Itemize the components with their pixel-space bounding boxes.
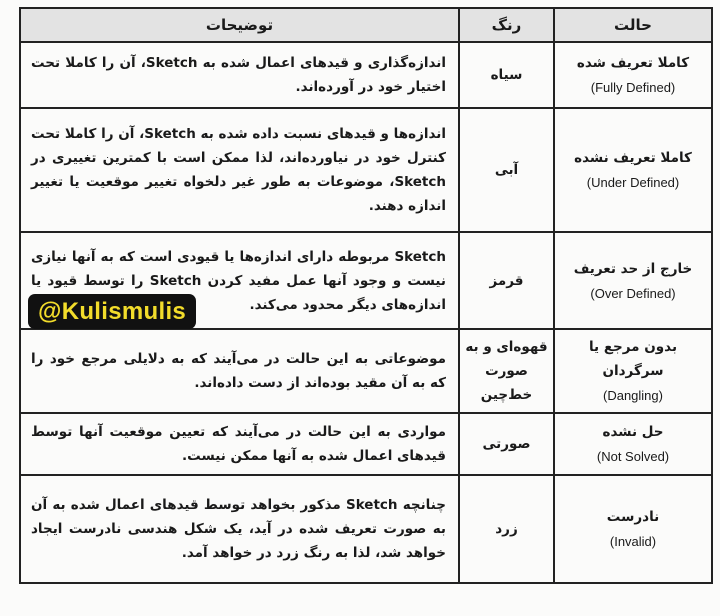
description-cell: اندازه‌گذاری و قیدهای اعمال شده به Sketch، آن را کاملا تحت اختیار خود در آورده‌اند.	[20, 42, 459, 108]
state-cell	[554, 232, 712, 329]
color-cell: زرد	[459, 475, 554, 583]
state-name-fa: کاملا تعریف نشده	[574, 150, 692, 166]
description-cell: Sketch مربوطه دارای اندازه‌ها یا قیودی است که به آنها نیازی نیست و وجود آنها عمل مفید کردن Sketch را توسط قیود یا اندازه‌های دیگر محدود می‌کند.	[20, 232, 459, 329]
state-cell	[554, 413, 712, 475]
state-cell	[554, 329, 712, 413]
header-description: توضیحات	[20, 8, 459, 42]
state-name-en: (Invalid)	[609, 534, 657, 549]
table-row	[20, 42, 712, 108]
state-name-fa: حل نشده	[602, 424, 664, 440]
header-color: رنگ	[459, 8, 554, 42]
watermark-label: @Kulismulis	[28, 294, 196, 329]
state-name-fa: بدون مرجع یا سرگردان	[588, 339, 678, 379]
header-state: حالت	[554, 8, 712, 42]
table-row	[20, 329, 712, 413]
color-cell: قرمز	[459, 232, 554, 329]
table-row	[20, 475, 712, 583]
state-cell	[554, 108, 712, 232]
state-name-en: (Fully Defined)	[590, 80, 676, 95]
table-row	[20, 413, 712, 475]
description-cell: چنانچه Sketch مذکور بخواهد توسط قیدهای اعمال شده به آن به صورت تعریف شده در آید، یک شکل هندسی نادرست ایجاد خواهد شد، لذا به رنگ زرد در خواهد آمد.	[20, 475, 459, 583]
state-name-en: (Not Solved)	[596, 449, 670, 464]
state-name-fa: نادرست	[606, 509, 660, 525]
description-cell: مواردی به این حالت در می‌آیند که تعیین موقعیت آنها توسط قیدهای اعمال شده به آنها ممکن نیست.	[20, 413, 459, 475]
description-cell: اندازه‌ها و قیدهای نسبت داده شده به Sketch، آن را کاملا تحت کنترل خود در نیاورده‌اند، لذا ممکن است با کمترین تغییری در Sketch، موضوعات به طور غیر دلخواه تغییر موقعیت یا تغییر اندازه دهند.	[20, 108, 459, 232]
color-cell: صورتی	[459, 413, 554, 475]
state-cell	[554, 475, 712, 583]
color-cell: قهوه‌ای و به صورت خط‌چین	[459, 329, 554, 413]
state-name-fa: خارج از حد تعریف	[573, 260, 693, 277]
description-cell: موضوعاتی به این حالت در می‌آیند که به دلایلی مرجع خود را که به آن مقید بوده‌اند از دست داده‌اند.	[20, 329, 459, 413]
color-cell: آبی	[459, 108, 554, 232]
table-header-row	[20, 8, 712, 42]
state-name-fa: کاملا تعریف شده	[576, 55, 690, 71]
table-row	[20, 108, 712, 232]
state-name-en: (Under Defined)	[586, 175, 680, 190]
state-cell	[554, 42, 712, 108]
state-name-en: (Dangling)	[603, 388, 663, 403]
state-name-en: (Over Defined)	[590, 285, 676, 301]
color-cell: سیاه	[459, 42, 554, 108]
